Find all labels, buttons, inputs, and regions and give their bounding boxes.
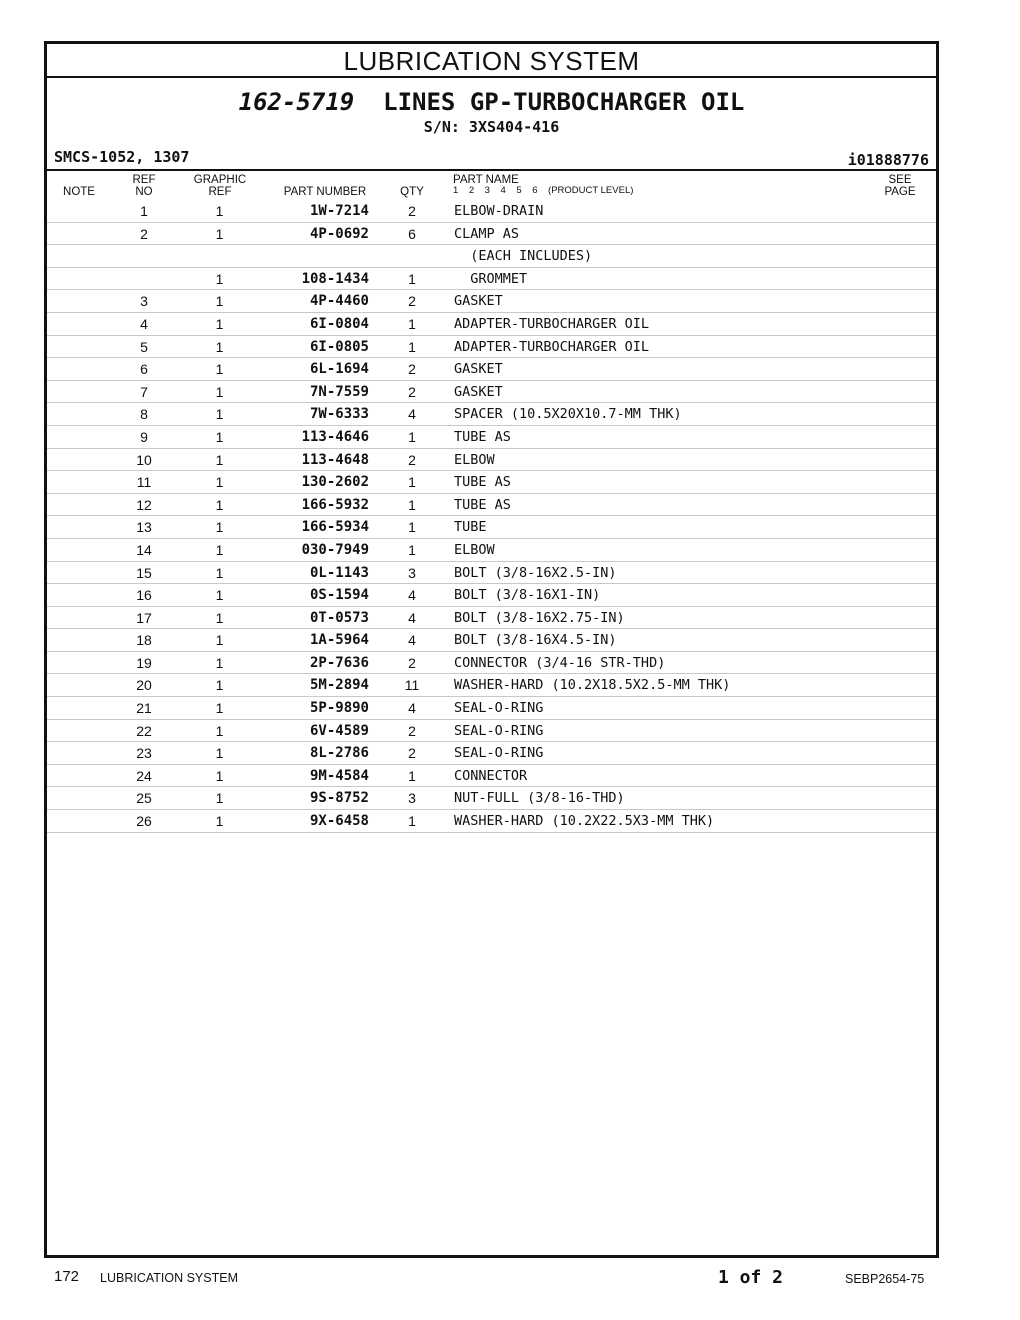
part-number-cell: 0T-0573 [309, 609, 369, 626]
qty-cell: 4 [408, 609, 416, 626]
part-number-cell: 9M-4584 [309, 767, 369, 784]
part-name-cell: GASKET [454, 383, 503, 400]
part-number-cell: 7N-7559 [309, 383, 369, 400]
graphic-ref-cell: 1 [215, 293, 224, 310]
graphic-ref-cell: 1 [215, 203, 224, 219]
part-number-cell: 7W-6333 [309, 406, 369, 423]
graphic-ref-cell: 1 [215, 700, 224, 717]
ref-no-cell: 26 [136, 813, 152, 830]
part-name-cell: ELBOW [454, 541, 495, 558]
graphic-ref-cell: 1 [215, 361, 224, 378]
part-name-cell: GASKET [454, 361, 503, 378]
col-header-see-page [879, 174, 921, 198]
ref-no-cell: 4 [140, 315, 148, 332]
smcs-code: SMCS-1052, 1307 [54, 148, 190, 166]
graphic-ref-cell: 1 [215, 519, 224, 536]
graphic-ref-cell: 1 [215, 474, 224, 491]
table-row [47, 674, 936, 697]
part-name-cell: ELBOW-DRAIN [454, 203, 544, 219]
part-number-cell: 9S-8752 [309, 790, 369, 807]
group-name: LINES GP-TURBOCHARGER OIL [383, 88, 745, 116]
part-number-cell: 4P-4460 [309, 293, 369, 310]
graphic-ref-cell: 1 [215, 428, 224, 445]
graphic-ref-cell: 1 [215, 632, 224, 649]
col-header-product-level: 1 2 3 4 5 6 (PRODUCT LEVEL) [453, 185, 634, 196]
table-row [47, 539, 936, 562]
graphic-ref-cell: 1 [215, 677, 224, 694]
col-header-part-number: PART NUMBER [283, 186, 367, 198]
qty-cell: 4 [408, 700, 416, 717]
footer-sheet: 1 of 2 [718, 1267, 784, 1288]
qty-cell: 1 [408, 474, 416, 491]
graphic-ref-cell: 1 [215, 813, 224, 830]
part-name-cell: SEAL-O-RING [454, 745, 544, 762]
graphic-ref-cell: 1 [215, 564, 224, 581]
ref-no-cell: 1 [140, 203, 148, 219]
qty-cell: 4 [408, 632, 416, 649]
col-header-see-bottom: PAGE [884, 186, 916, 198]
table-row [47, 562, 936, 585]
part-number-cell: 4P-0692 [309, 225, 369, 242]
footer-doc-number: SEBP2654-75 [845, 1272, 925, 1286]
part-name-cell: ADAPTER-TURBOCHARGER OIL [454, 315, 650, 332]
part-name-cell: TUBE AS [454, 496, 511, 513]
part-number-cell: 0S-1594 [309, 587, 369, 604]
part-name-cell: BOLT (3/8-16X1-IN) [454, 587, 601, 604]
graphic-ref-cell: 1 [215, 406, 224, 423]
part-number-cell: 2P-7636 [309, 654, 369, 671]
table-row [47, 516, 936, 539]
part-name-cell: CONNECTOR (3/4-16 STR-THD) [454, 654, 666, 671]
table-row [47, 787, 936, 810]
table-row [47, 629, 936, 652]
parts-table [47, 200, 936, 833]
qty-cell: 2 [408, 745, 416, 762]
part-number-cell: 166-5932 [301, 496, 369, 513]
ref-no-cell: 5 [140, 338, 148, 355]
qty-cell: 11 [404, 677, 420, 694]
section-title: LUBRICATION SYSTEM [47, 44, 936, 78]
qty-cell: 2 [408, 451, 416, 468]
part-name-cell: (EACH INCLUDES) [454, 248, 593, 265]
ref-no-cell: 21 [136, 700, 152, 717]
qty-cell: 1 [408, 315, 416, 332]
qty-cell: 6 [408, 225, 416, 242]
col-header-see-top: SEE [888, 174, 912, 186]
part-number-cell: 6L-1694 [309, 361, 369, 378]
col-header-ref [127, 174, 161, 198]
ref-no-cell: 6 [140, 361, 148, 378]
table-row [47, 245, 936, 268]
ref-no-cell: 14 [136, 541, 152, 558]
table-row [47, 607, 936, 630]
graphic-ref-cell: 1 [215, 654, 224, 671]
ref-no-cell: 11 [136, 474, 152, 491]
graphic-ref-cell: 1 [215, 496, 224, 513]
ref-no-cell: 15 [136, 564, 152, 581]
ref-no-cell: 7 [140, 383, 148, 400]
graphic-ref-cell: 1 [215, 790, 224, 807]
qty-cell: 2 [408, 293, 416, 310]
graphic-ref-cell: 1 [215, 225, 224, 242]
table-row [47, 290, 936, 313]
table-row [47, 742, 936, 765]
qty-cell: 1 [408, 767, 416, 784]
graphic-ref-cell: 1 [215, 587, 224, 604]
ref-no-cell: 3 [140, 293, 148, 310]
qty-cell: 1 [408, 496, 416, 513]
part-number-cell: 030-7949 [301, 541, 369, 558]
col-header-graphic-bottom: REF [208, 186, 232, 198]
footer-page-number: 172 [54, 1268, 80, 1285]
part-number-cell: 1W-7214 [309, 203, 369, 219]
table-row [47, 200, 936, 223]
table-row [47, 720, 936, 743]
table-row [47, 652, 936, 675]
part-name-cell: SEAL-O-RING [454, 722, 544, 739]
parts-list-frame [44, 41, 939, 1258]
table-row [47, 471, 936, 494]
part-name-cell: ADAPTER-TURBOCHARGER OIL [454, 338, 650, 355]
ref-no-cell: 12 [136, 496, 152, 513]
part-name-cell: WASHER-HARD (10.2X18.5X2.5-MM THK) [454, 677, 731, 694]
group-title [47, 88, 936, 116]
part-number-cell: 6V-4589 [309, 722, 369, 739]
part-name-cell: GROMMET [454, 270, 528, 287]
part-number-cell: 0L-1143 [309, 564, 369, 581]
table-row [47, 381, 936, 404]
part-name-cell: TUBE AS [454, 428, 511, 445]
qty-cell: 2 [408, 203, 416, 219]
part-number-cell: 5P-9890 [309, 700, 369, 717]
ref-no-cell: 25 [136, 790, 152, 807]
part-number-cell: 6I-0805 [309, 338, 369, 355]
col-header-graphic-top: GRAPHIC [193, 174, 247, 186]
header-divider [47, 169, 936, 171]
part-name-cell: ELBOW [454, 451, 495, 468]
part-number-cell: 113-4646 [301, 428, 369, 445]
qty-cell: 2 [408, 361, 416, 378]
graphic-ref-cell: 1 [215, 451, 224, 468]
part-name-cell: WASHER-HARD (10.2X22.5X3-MM THK) [454, 813, 715, 830]
col-header-ref-top: REF [132, 174, 156, 186]
graphic-ref-cell: 1 [215, 767, 224, 784]
ref-no-cell: 9 [140, 428, 148, 445]
qty-cell: 1 [408, 813, 416, 830]
qty-cell: 1 [408, 541, 416, 558]
table-row [47, 223, 936, 246]
ref-no-cell: 24 [136, 767, 152, 784]
ref-no-cell: 23 [136, 745, 152, 762]
table-row [47, 403, 936, 426]
table-row [47, 313, 936, 336]
col-header-ref-bottom: NO [135, 186, 153, 198]
serial-range: S/N: 3XS404-416 [423, 118, 560, 136]
graphic-ref-cell: 1 [215, 270, 224, 287]
qty-cell: 1 [408, 270, 416, 287]
part-number-cell: 1A-5964 [309, 632, 369, 649]
part-number-cell: 5M-2894 [309, 677, 369, 694]
part-name-cell: CLAMP AS [454, 225, 520, 242]
part-name-cell: NUT-FULL (3/8-16-THD) [454, 790, 625, 807]
ref-no-cell: 8 [140, 406, 148, 423]
col-header-part-name: PART NAME [453, 174, 519, 186]
qty-cell: 4 [408, 587, 416, 604]
part-number-cell: 6I-0804 [309, 315, 369, 332]
table-row [47, 765, 936, 788]
graphic-ref-cell: 1 [215, 383, 224, 400]
table-row [47, 810, 936, 833]
ref-no-cell: 20 [136, 677, 152, 694]
graphic-ref-cell: 1 [215, 541, 224, 558]
ref-no-cell: 16 [136, 587, 152, 604]
part-name-cell: BOLT (3/8-16X2.5-IN) [454, 564, 617, 581]
qty-cell: 3 [408, 790, 416, 807]
col-header-graphic [189, 174, 251, 198]
part-number-cell: 8L-2786 [309, 745, 369, 762]
table-row [47, 336, 936, 359]
part-name-cell: BOLT (3/8-16X2.75-IN) [454, 609, 625, 626]
table-row [47, 494, 936, 517]
col-header-qty: QTY [400, 186, 424, 198]
qty-cell: 1 [408, 519, 416, 536]
footer-section: LUBRICATION SYSTEM [100, 1271, 238, 1285]
qty-cell: 1 [408, 428, 416, 445]
table-row [47, 697, 936, 720]
ref-no-cell: 10 [136, 451, 152, 468]
part-number-cell: 9X-6458 [309, 813, 369, 830]
ref-no-cell: 19 [136, 654, 152, 671]
qty-cell: 4 [408, 406, 416, 423]
qty-cell: 1 [408, 338, 416, 355]
table-row [47, 449, 936, 472]
part-number-cell: 130-2602 [301, 474, 369, 491]
qty-cell: 2 [408, 722, 416, 739]
ref-no-cell: 2 [140, 225, 148, 242]
graphic-ref-cell: 1 [215, 745, 224, 762]
graphic-ref-cell: 1 [215, 338, 224, 355]
part-name-cell: CONNECTOR [454, 767, 528, 784]
qty-cell: 2 [408, 383, 416, 400]
part-name-cell: TUBE [454, 519, 487, 536]
group-number: 162-5719 [238, 88, 355, 116]
table-row [47, 426, 936, 449]
part-number-cell: 113-4648 [301, 451, 369, 468]
col-header-note: NOTE [63, 186, 95, 198]
part-number-cell: 166-5934 [301, 519, 369, 536]
graphic-ref-cell: 1 [215, 315, 224, 332]
ref-no-cell: 22 [136, 722, 152, 739]
table-row [47, 358, 936, 381]
graphic-ref-cell: 1 [215, 722, 224, 739]
qty-cell: 3 [408, 564, 416, 581]
qty-cell: 2 [408, 654, 416, 671]
ref-no-cell: 17 [136, 609, 152, 626]
part-name-cell: SPACER (10.5X20X10.7-MM THK) [454, 406, 682, 423]
part-name-cell: TUBE AS [454, 474, 511, 491]
ref-no-cell: 18 [136, 632, 152, 649]
part-name-cell: SEAL-O-RING [454, 700, 544, 717]
illustration-id: i01888776 [847, 151, 929, 169]
part-number-cell: 108-1434 [301, 270, 369, 287]
part-name-cell: BOLT (3/8-16X4.5-IN) [454, 632, 617, 649]
table-row [47, 268, 936, 291]
part-name-cell: GASKET [454, 293, 503, 310]
graphic-ref-cell: 1 [215, 609, 224, 626]
table-row [47, 584, 936, 607]
ref-no-cell: 13 [136, 519, 152, 536]
